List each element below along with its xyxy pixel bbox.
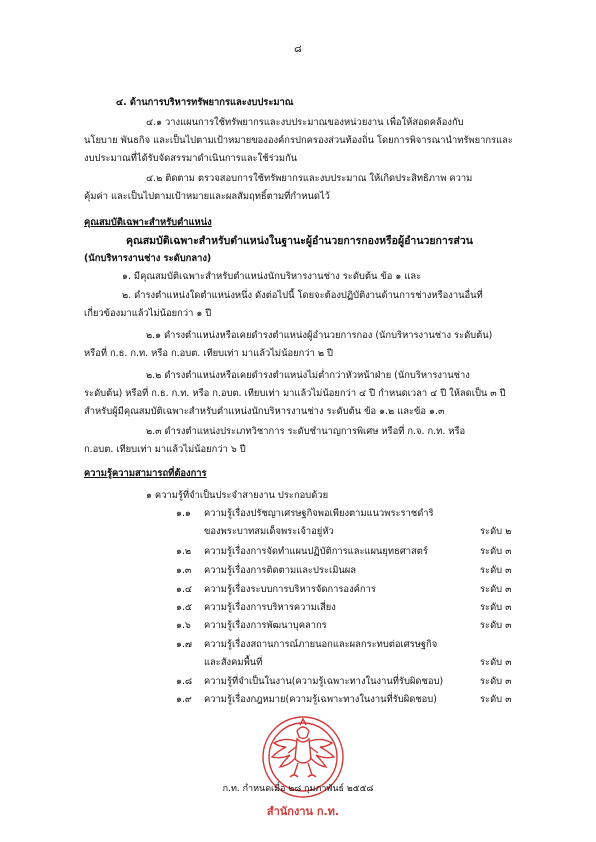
knowledge-item-text-2: ของพระบาทสมเด็จพระเจ้าอยู่หัว xyxy=(204,526,334,537)
knowledge-item-text: ความรู้เรื่องสถานการณ์ภายนอกและผลกระทบต่อเศรษฐกิจ xyxy=(204,639,438,650)
knowledge-item-text-2: และสังคมพื้นที่ xyxy=(204,657,263,668)
knowledge-heading: ความรู้ความสามารถที่ต้องการ xyxy=(84,468,207,479)
item-4-1-line-3: งบประมาณที่ได้รับจัดสรรมาดำเนินการและใช้ร่วมกัน xyxy=(84,153,298,164)
knowledge-item-level: ระดับ ๓ xyxy=(480,676,512,687)
qualification-item-2-2-line-3: สำหรับผู้มีคุณสมบัติเฉพาะสำหรับตำแหน่งนักบริหารงานช่าง ระดับต้น ข้อ ๑.๒ และข้อ ๑.๓ xyxy=(84,406,445,417)
knowledge-intro: ๑ ความรู้ที่จำเป็นประจำสายงาน ประกอบด้วย xyxy=(146,490,329,501)
footer-date: ก.ท. กำหนดเมื่อ ๒๘ กุมภาพันธ์ ๒๕๕๘ xyxy=(222,784,374,794)
knowledge-item-level: ระดับ ๓ xyxy=(480,584,512,595)
knowledge-item-text: ความรู้เรื่องระบบการบริหารจัดการองค์การ xyxy=(204,584,376,595)
knowledge-item-level: ระดับ ๓ xyxy=(480,602,512,613)
knowledge-item-text: ความรู้เรื่องการติดตามและประเมินผล xyxy=(204,565,357,576)
qualification-item-2-2-line-2: ระดับต้น) หรือที่ ก.ธ. ก.ท. หรือ ก.อบต. เทียบเท่า มาแล้วไม่น้อยกว่า ๔ ปี กำหนดเวลา ๔ ปี ให้ลดเป็น ๓ ปี xyxy=(84,388,506,399)
knowledge-item-text: ความรู้ที่จำเป็นในงาน(ความรู้เฉพาะทางในงานที่รับผิดชอบ) xyxy=(204,676,444,687)
item-4-2-line-1: ๔.๒ ติดตาม ตรวจสอบการใช้ทรัพยากรและงบประมาณ ให้เกิดประสิทธิภาพ ความ xyxy=(146,173,473,184)
seal-text: สำนักงาน ก.ท. xyxy=(266,805,340,818)
knowledge-item-number: ๑.๙ xyxy=(176,694,192,705)
knowledge-item-level: ระดับ ๓ xyxy=(480,657,512,668)
knowledge-item-level: ระดับ ๒ xyxy=(480,526,512,537)
knowledge-item-number: ๑.๗ xyxy=(176,639,192,650)
knowledge-item-number: ๑.๘ xyxy=(176,676,193,687)
qualification-item-2-3-line-1: ๒.๓ ดำรงตำแหน่งประเภทวิชาการ ระดับชำนาญการพิเศษ หรือที่ ก.จ. ก.ท. หรือ xyxy=(146,426,466,437)
qualification-item-2-3-line-2: ก.อบต. เทียบเท่า มาแล้วไม่น้อยกว่า ๖ ปี xyxy=(84,444,246,455)
section-4-title: ๔. ด้านการบริหารทรัพยากรและงบประมาณ xyxy=(116,97,294,108)
official-seal-stamp xyxy=(256,711,350,823)
knowledge-item-level: ระดับ ๓ xyxy=(480,546,512,557)
qualification-item-2-1-line-1: ๒.๑ ดำรงตำแหน่งหรือเคยดำรงตำแหน่งผู้อำนวยการกอง (นักบริหารงานช่าง ระดับต้น) xyxy=(146,330,493,341)
qualifications-subheading-2: (นักบริหารงานช่าง ระดับกลาง) xyxy=(84,253,212,264)
qualification-item-2-line-1: ๒. ดำรงตำแหน่งใดตำแหน่งหนึ่ง ดังต่อไปนี้ โดยจะต้องปฏิบัติงานด้านการช่างหรืองานอื่นที่ xyxy=(122,290,483,301)
qualifications-subheading: คุณสมบัติเฉพาะสำหรับตำแหน่งในฐานะผู้อำนวยการกองหรือผู้อำนวยการส่วน xyxy=(126,235,473,247)
knowledge-item-text: ความรู้เรื่องการบริหารความเสี่ยง xyxy=(204,602,336,613)
knowledge-item-level: ระดับ ๓ xyxy=(480,565,512,576)
knowledge-item-text: ความรู้เรื่องการจัดทำแผนปฏิบัติการและแผนยุทธศาสตร์ xyxy=(204,546,428,557)
qualification-item-1: ๑. มีคุณสมบัติเฉพาะสำหรับตำแหน่งนักบริหารงานช่าง ระดับต้น ข้อ ๑ และ xyxy=(122,271,422,282)
page-number: ๘ xyxy=(294,44,302,55)
knowledge-item-text: ความรู้เรื่องปรัชญาเศรษฐกิจพอเพียงตามแนวพระราชดำริ xyxy=(204,508,434,519)
knowledge-item-number: ๑.๖ xyxy=(176,620,191,631)
knowledge-item-number: ๑.๑ xyxy=(176,508,191,519)
knowledge-item-level: ระดับ ๓ xyxy=(480,694,512,705)
qualification-item-2-2-line-1: ๒.๒ ดำรงตำแหน่งหรือเคยดำรงตำแหน่งไม่ต่ำกว่าหัวหน้าฝ่าย (นักบริหารงานช่าง xyxy=(146,370,470,381)
qualifications-heading: คุณสมบัติเฉพาะสำหรับตำแหน่ง xyxy=(84,217,212,228)
item-4-1-line-1: ๔.๑ วางแผนการใช้ทรัพยากรและงบประมาณของหน่วยงาน เพื่อให้สอดคล้องกับ xyxy=(146,117,464,128)
knowledge-item-text: ความรู้เรื่องการพัฒนาบุคลากร xyxy=(204,620,327,631)
knowledge-item-number: ๑.๔ xyxy=(176,584,193,595)
knowledge-item-text: ความรู้เรื่องกฎหมาย(ความรู้เฉพาะทางในงานที่รับผิดชอบ) xyxy=(204,694,437,705)
qualification-item-2-line-2: เกี่ยวข้องมาแล้วไม่น้อยกว่า ๑ ปี xyxy=(84,308,212,319)
knowledge-item-number: ๑.๒ xyxy=(176,546,192,557)
item-4-1-line-2: นโยบาย พันธกิจ และเป็นไปตามเป้าหมายขององค์กรปกครองส่วนท้องถิ่น โดยการพิจารณานำทรัพยากรและ xyxy=(84,135,513,146)
knowledge-item-number: ๑.๕ xyxy=(176,602,193,613)
knowledge-item-number: ๑.๓ xyxy=(176,565,192,576)
qualification-item-2-1-line-2: หรือที่ ก.ธ. ก.ท. หรือ ก.อบต. เทียบเท่า มาแล้วไม่น้อยกว่า ๒ ปี xyxy=(84,348,333,359)
item-4-2-line-2: คุ้มค่า และเป็นไปตามเป้าหมายและผลสัมฤทธิ์ตามที่กำหนดไว้ xyxy=(84,191,330,202)
knowledge-item-level: ระดับ ๓ xyxy=(480,620,512,631)
